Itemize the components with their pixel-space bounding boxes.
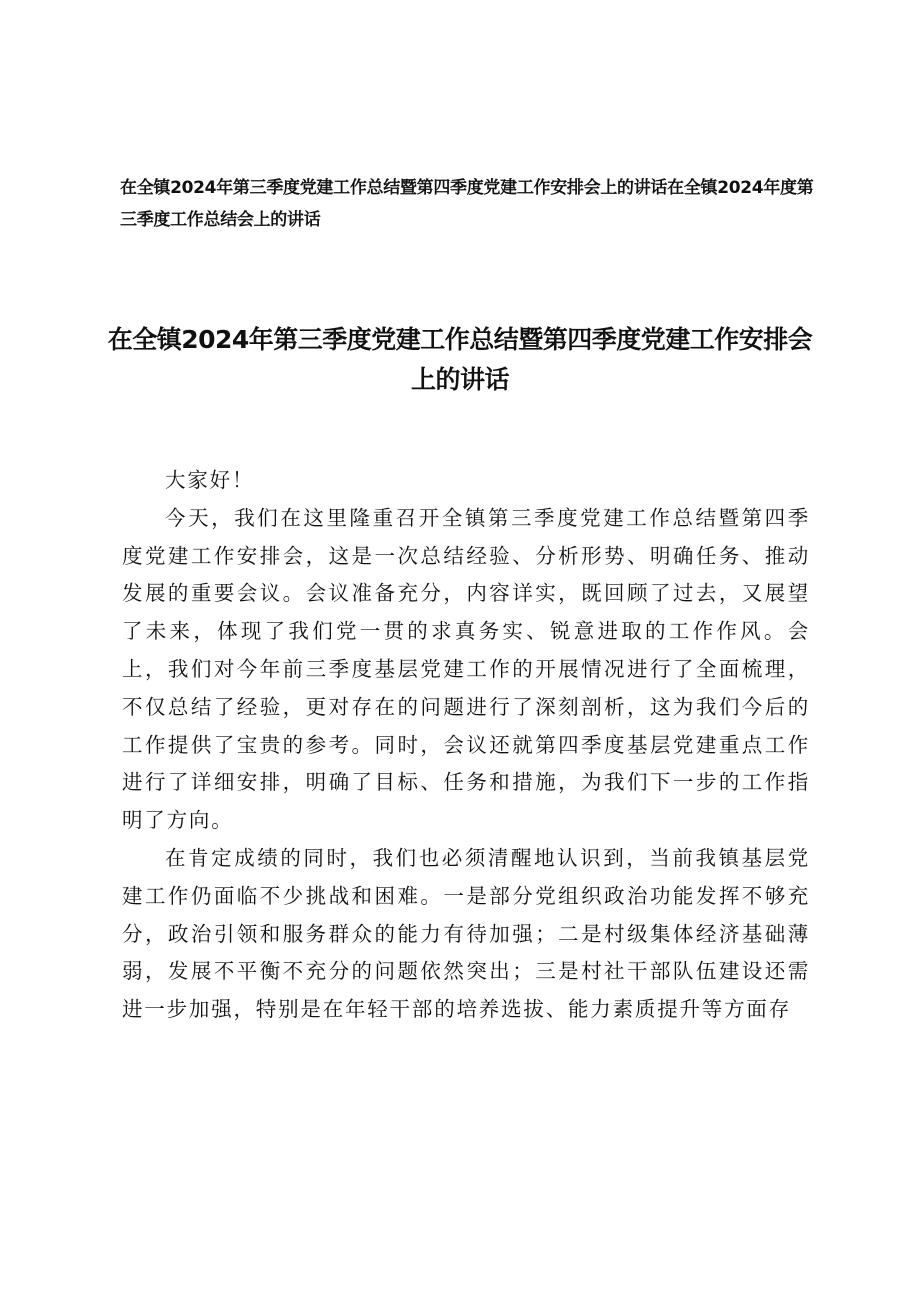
document-main-title: 在全镇2024年第三季度党建工作总结暨第四季度党建工作安排会上的讲话 — [107, 325, 813, 394]
document-header-title: 在全镇2024年第三季度党建工作总结暨第四季度党建工作安排会上的讲话在全镇2024年度第三季度工作总结会上的讲话 — [120, 178, 814, 230]
document-body — [122, 462, 810, 1029]
greeting-paragraph: 大家好！ — [165, 468, 255, 492]
body-paragraph: 今天，我们在这里隆重召开全镇第三季度党建工作总结暨第四季度党建工作安排会，这是一次总结经验、分析形势、明确任务、推动发展的重要会议。会议准备充分，内容详实，既回顾了过去，又展望了未来，体现了我们党一贯的求真务实、锐意进取的工作作风。会上，我们对今年前三季度基层党建工作的开展情况进行了全面梳理，不仅总结了经验，更对存在的问题进行了深刻剖析，这为我们今后的工作提供了宝贵的参考。同时，会议还就第四季度基层党建重点工作进行了详细安排，明确了目标、任务和措施，为我们下一步的工作指明了方向。 — [122, 505, 810, 833]
body-paragraph: 在肯定成绩的同时，我们也必须清醒地认识到，当前我镇基层党建工作仍面临不少挑战和困难。一是部分党组织政治功能发挥不够充分，政治引领和服务群众的能力有待加强；二是村级集体经济基础薄弱，发展不平衡不充分的问题依然突出；三是村社干部队伍建设还需进一步加强，特别是在年轻干部的培养选拔、能力素质提升等方面存 — [122, 845, 810, 1022]
